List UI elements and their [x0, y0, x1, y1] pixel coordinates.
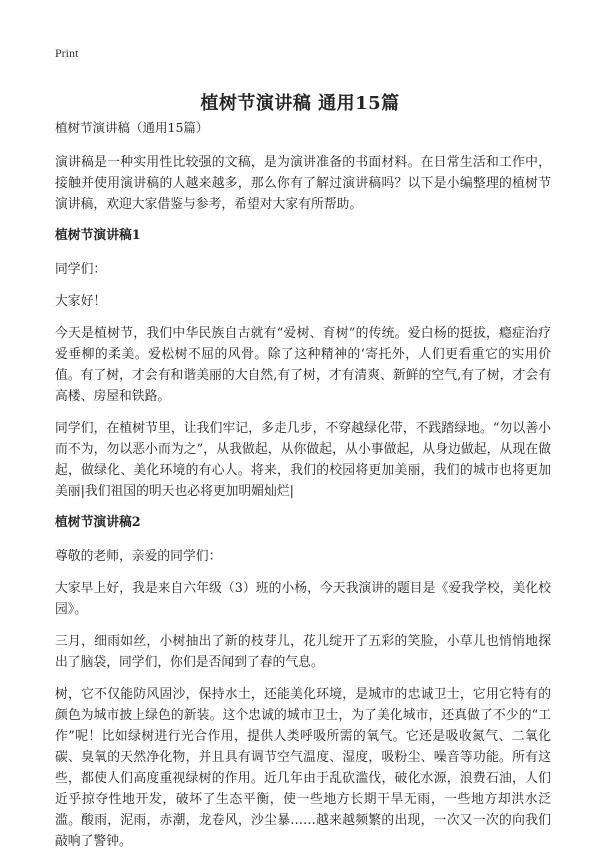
paragraph: 三月，细雨如丝，小树抽出了新的枝芽儿，花儿绽开了五彩的笑脸，小草儿也悄悄地探出了脑袋，同学们，你们是否闻到了春的气息。 — [55, 634, 551, 670]
paragraph: 树，它不仅能防风固沙，保持水土，还能美化环境，是城市的忠诚卫士，它用它特有的颜色为城市披上绿色的新装。这个忠诚的城市卫士，为了美化城市，还真做了不少的“工作”呢！比如绿树进行光合作用，提供人类呼吸所需的氧气。它还是吸收氮气、二氧化碳、臭氧的天然净化物，并且具有调节空气温度、湿度，吸粉尘、噪音等功能。所有这些，都使人们高度重视绿树的作用。近几年由于乱砍滥伐，破化水源，浪费石油，人们近乎掠夺性地开发，破坏了生态平衡，使一些地方长期干旱无雨，一些地方却洪水泛滥。酸雨，泥雨，赤潮，龙卷风，沙尘暴……越来越频繁的出现，一次又一次的向我们敲响了警钟。 — [55, 687, 551, 849]
page-title: 植树节演讲稿 通用15篇 — [200, 93, 400, 115]
paragraph: 今天是植树节，我们中华民族自古就有“爱树、育树”的传统。爱白杨的挺拔，瘾症治疗爱垂柳的柔美。爱松树不屈的风骨。除了这种精神的‘寄托外，人们更看重它的实用价值。有了树，才会有和谐美丽的大自然,有了树，才有清爽、新鲜的空气,有了树，才会有高楼、房屋和铁路。 — [55, 326, 551, 404]
paragraph: 大家早上好，我是来自六年级（3）班的小杨，今天我演讲的题目是《爱我学校，美化校园》。 — [55, 581, 551, 617]
section-heading: 植树节演讲稿2 — [55, 515, 141, 530]
paragraph: 同学们： — [55, 262, 107, 277]
document-body — [55, 119, 551, 863]
section-heading: 植树节演讲稿1 — [55, 228, 141, 243]
paragraph: 尊敬的老师，亲爱的同学们： — [55, 549, 222, 564]
intro-paragraph: 演讲稿是一种实用性比较强的文稿，是为演讲准备的书面材料。在日常生活和工作中，接触并使用演讲稿的人越来越多，那么你有了解过演讲稿吗？以下是小编整理的植树节演讲稿，欢迎大家借鉴与参考，希望对大家有所帮助。 — [55, 155, 551, 212]
paragraph: 同学们，在植树节里，让我们牢记，多走几步，不穿越绿化带，不践踏绿地。“勿以善小而不为，勿以恶小而为之”，从我做起，从你做起，从小事做起，从身边做起，从现在做起，做绿化、美化环境的有心人。将来，我们的校园将更加美丽，我们的城市也将更加美丽|我们祖国的明天也必将更加明媚灿烂| — [55, 421, 551, 499]
document-subtitle: 植树节演讲稿（通用15篇） — [55, 120, 209, 135]
print-link[interactable]: Print — [55, 46, 79, 60]
paragraph: 大家好！ — [55, 294, 107, 309]
